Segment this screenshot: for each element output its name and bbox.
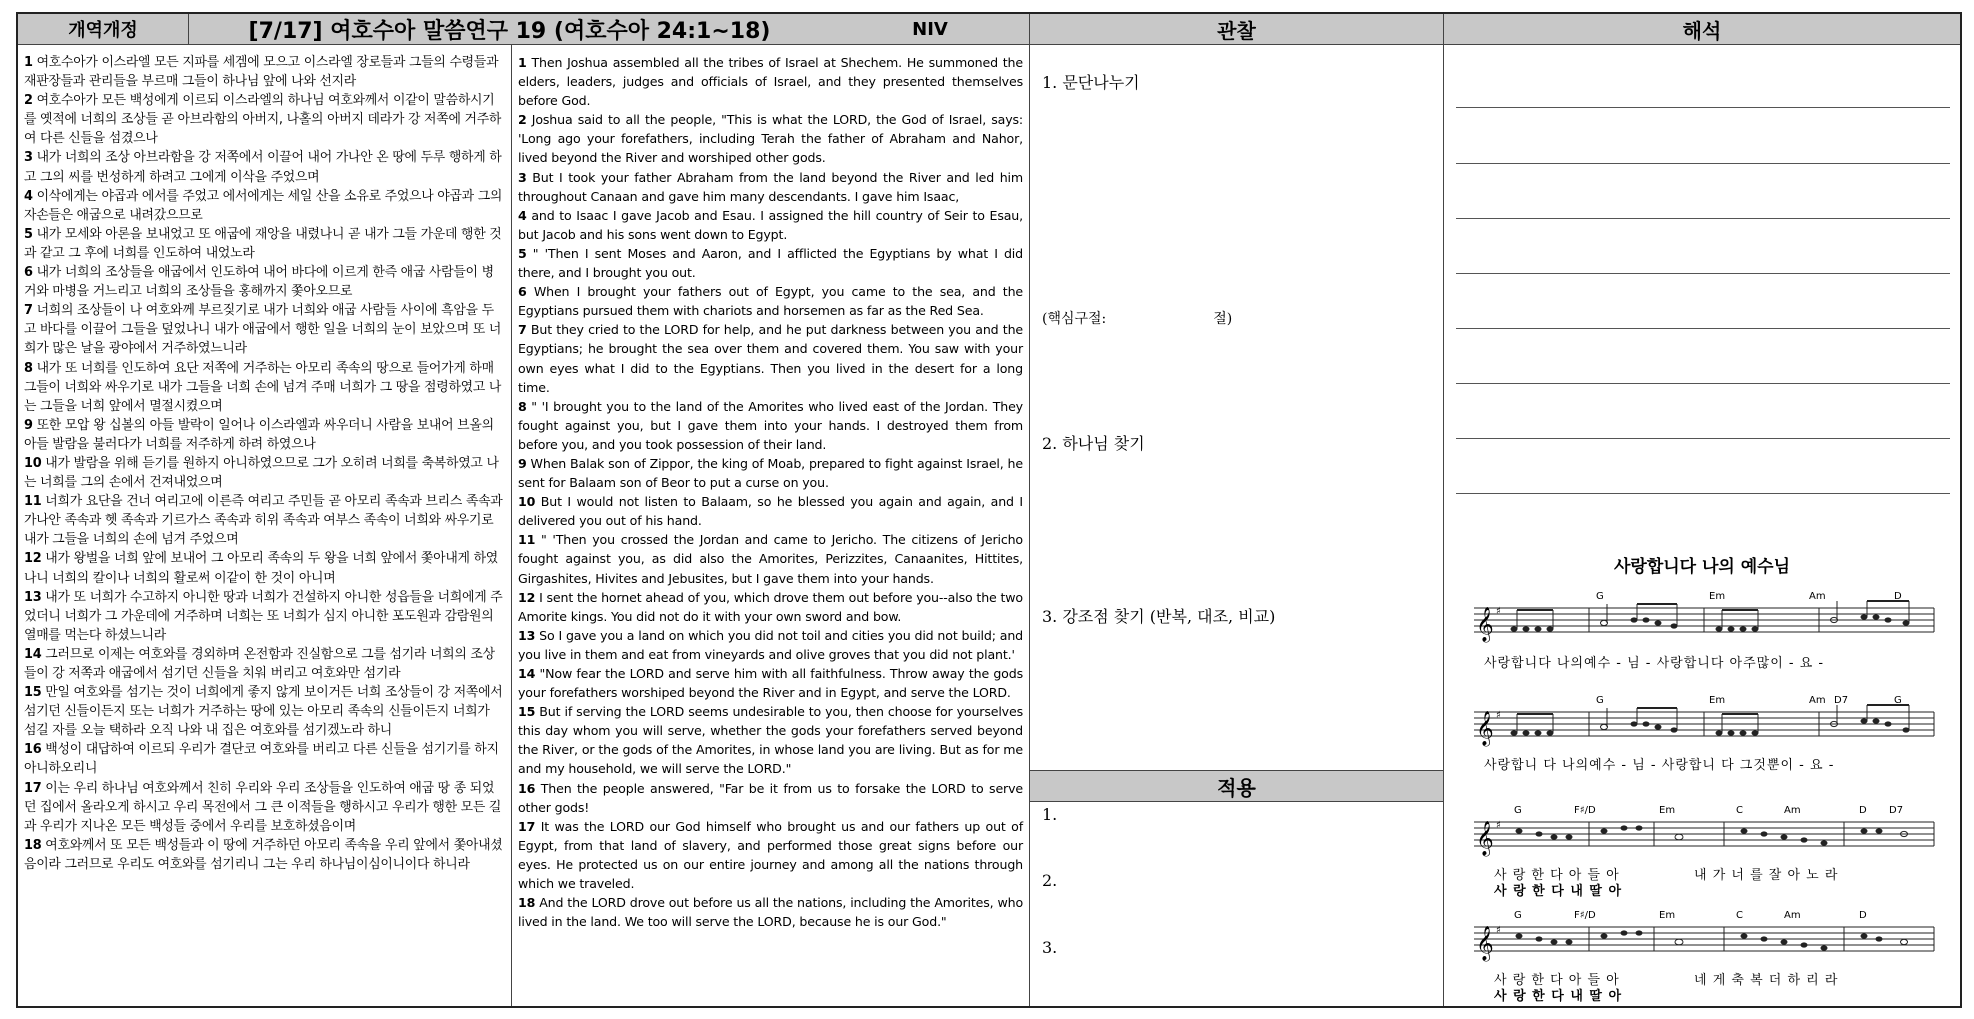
verse [24,91,505,148]
chord-label: G [1514,805,1522,816]
verse-number: 12 [518,589,536,605]
song-title: 사랑합니다 나의 예수님 [1613,557,1791,577]
verse-text: 내가 너희의 조상들을 애굽에서 인도하여 내어 바다에 이르게 한즉 애굽 사람들이 병거와 마병을 거느리고 너희의 조상들을 홍해까지 쫓아오므로 [24,265,494,300]
niv-column [512,14,1030,1006]
verse-text: 이삭에게는 야곱과 에서를 주었고 에서에게는 세일 산을 소유로 주었으나 야곱과 그의 자손들은 애굽으로 내려갔으므로 [24,188,503,223]
verse-number: 3 [24,150,33,166]
observation-item-3: 3. 강조점 찾기 (반복, 대조, 비교) [1042,607,1276,626]
verse-text: 내가 발람을 위해 듣기를 원하지 아니하였으므로 그가 오히려 너희를 축복하였고 나는 너희를 그의 손에서 건져내었으며 [24,455,499,491]
verse-number: 10 [24,455,42,471]
music-staff-2 [1474,694,1944,754]
verse [518,492,1023,530]
verse-text: Joshua said to all the people, "This is what the LORD, the God of Israel, says: 'Long ago your forefathers, including Terah the father of Abraham and Nahor, lived beyond the River and worshiped other gods. [518,112,1023,166]
writing-line [1456,328,1950,329]
verse-number: 13 [24,589,42,605]
verse-text: It was the LORD our God himself who brought us and our fathers up out of Egypt, from that land of slavery, and performed those great signs before our eyes. He protected us on our entire journey and among all the nations through which we traveled. [518,818,1023,892]
verse-text: So I gave you a land on which you did not toil and cities you did not build; and you live in them and eat from vineyards and olive groves that you did not plant.' [518,627,1023,662]
verse [24,225,505,263]
sharp-icon: ♯ [1496,820,1501,831]
verse-number: 2 [518,112,527,128]
lyric-line-1: 사랑합니다 나의예수 - 님 - 사랑합니다 아주많이 - 요 - [1484,656,1825,671]
verse-text: 여호와께서 또 모든 백성들과 이 땅에 거주하던 아모리 족속을 우리 앞에서 쫓아내셨음이라 그러므로 우리도 여호와를 섬기리니 그는 우리 하나님이심이니이다 하니라 [24,837,503,872]
verse-number: 15 [24,685,42,701]
verse-text: And the LORD drove out before us all the nations, including the Amorites, who lived in the land. We too will serve the LORD, because he is our God." [518,895,1023,930]
writing-line [1456,163,1950,164]
chord-label: G [1514,910,1522,921]
verse-text: "Now fear the LORD and serve him with all faithfulness. Throw away the gods your forefathers worshiped beyond the River and in Egypt, and serve the LORD. [518,666,1023,701]
verse [518,244,1023,282]
interpretation-column [1444,14,1960,1006]
verse-number: 14 [24,646,42,662]
interpretation-header: 해석 [1444,14,1960,45]
lyric-line-4a: 사 랑 한 다 아 들 아 [1494,973,1620,988]
verse-text: 너희의 조상들이 나 여호와께 부르짖기로 내가 너희와 애굽 사람들 사이에 흑암을 두고 바다를 이끌어 그들을 덮었나니 내가 애굽에서 행한 일을 너희의 눈이 보았으며 또 너희가 많은 날을 광야에서 거주하였느니라 [24,303,502,357]
chord-label: G [1894,695,1902,706]
writing-line [1456,383,1950,384]
verse-number: 7 [518,322,527,338]
chord-label: F♯/D [1574,910,1596,921]
lyric-line-2: 사랑합니 다 나의예수 - 님 - 사랑합니 다 그것뿐이 - 요 - [1484,758,1835,773]
verse-text: When Balak son of Zippor, the king of Moab, prepared to fight against Israel, he sent for Balaam son of Beor to put a curse on you. [518,455,1023,491]
verse [518,110,1023,167]
writing-line [1456,493,1950,494]
application-header: 적용 [1030,770,1443,802]
verse-text: When I brought your fathers out of Egypt, you came to the sea, and the Egyptians pursued them with chariots and horsemen as far as the Red Sea. [518,284,1023,319]
verse [24,740,505,778]
verse [24,53,505,91]
verse-text: 내가 또 너희가 수고하지 아니한 땅과 너희가 건설하지 아니한 성읍들을 너희에게 주었더니 너희가 그 가운데에 거주하며 너희는 또 너희가 심지 아니한 포도원과 감람원의 열매를 먹는다 하셨느니라 [24,589,503,643]
notes [1511,614,1910,631]
verse-text: 만일 여호와를 섬기는 것이 너희에게 좋지 않게 보이거든 너희 조상들이 강 저쪽에서 섬기던 신들이든지 또는 너희가 거주하는 땅에 있는 아모리 족속의 신들이든지 너희가 섬길 자를 오늘 택하라 오직 나와 내 집은 여호와를 섬기겠노라 하니 [24,685,503,739]
observation-column [1030,14,1444,1006]
verse [24,416,505,454]
verse-text: 내가 너희의 조상 아브라함을 강 저쪽에서 이끌어 내어 가나안 온 땅에 두루 행하게 하고 그의 씨를 번성하게 하려고 그에게 이삭을 주었으며 [24,150,502,185]
lyric-line-4b: 네 게 축 복 더 하 리 라 [1694,973,1839,988]
chord-label: Em [1659,910,1676,921]
verse-number: 12 [24,551,42,567]
verse [24,454,505,492]
verse [518,206,1023,244]
verse-text: 또한 모압 왕 십볼의 아들 발락이 일어나 이스라엘과 싸우더니 사람을 보내어 브올의 아들 발람을 불러다가 너희를 저주하게 하려 하였으나 [24,417,494,452]
verse-number: 16 [24,742,42,758]
verse-text: 이는 우리 하나님 여호와께서 친히 우리와 우리 조상들을 인도하여 애굽 땅 종 되었던 집에서 올라오게 하시고 우리 목전에서 그 큰 이적들을 행하시고 우리가 행한 모든 길과 우리가 지나온 모든 백성들 중에서 우리를 보호하셨음이며 [24,780,502,834]
application-item-2: 2. [1042,871,1058,890]
sharp-icon: ♯ [1496,606,1501,617]
verse [24,549,505,587]
key-verse-label: (핵심구절: [1042,311,1107,327]
verse-number: 8 [518,398,527,414]
chord-label: D7 [1889,805,1904,816]
verse-number: 14 [518,666,536,681]
verse [518,454,1023,492]
worksheet [16,12,1962,1008]
music-staff-1 [1474,590,1944,650]
treble-clef-icon: 𝄞 [1476,607,1494,642]
application-item-1: 1. [1042,805,1058,824]
verse-number: 5 [24,226,33,242]
verse [24,645,505,683]
chord-label: Em [1709,591,1726,602]
key-verse-suffix: 절) [1213,311,1233,327]
verse-number: 1 [24,55,33,70]
verse-number: 17 [518,818,536,834]
verse-text: 내가 왕벌을 너희 앞에 보내어 그 아모리 족속의 두 왕을 너희 앞에서 쫓아내게 하였나니 너희의 칼이나 너희의 활로써 이같이 한 것이 아니며 [24,551,498,586]
verse [518,626,1023,664]
lyric-line-3b: 내 가 너 를 잘 아 노 라 [1694,868,1839,883]
verse [24,779,505,836]
verse-text: Then Joshua assembled all the tribes of Israel at Shechem. He summoned the elders, leaders, judges and officials of Israel, and they presented themselves before God. [518,55,1023,109]
writing-line [1456,107,1950,108]
observation-item-2: 2. 하나님 찾기 [1042,434,1145,453]
music-staff-3 [1474,804,1944,864]
chord-label: Em [1709,695,1726,706]
chord-label: D7 [1834,695,1849,706]
chord-label: D [1859,805,1867,816]
verse-number: 15 [518,704,536,720]
chord-label: C [1736,910,1743,921]
verse-text: 백성이 대답하여 이르되 우리가 결단코 여호와를 버리고 다른 신들을 섬기기를 하지 아니하오리니 [24,742,499,777]
sharp-icon: ♯ [1496,710,1501,721]
verse [24,359,505,416]
chord-label: Am [1809,591,1826,602]
korean-verses [24,53,505,874]
verse-text: and to Isaac I gave Jacob and Esau. I assigned the hill country of Seir to Esau, but Jacob and his sons went down to Egypt. [518,207,1023,242]
verse-number: 3 [518,169,527,185]
verse-text: 내가 또 너희를 인도하여 요단 저쪽에 거주하는 아모리 족속의 땅으로 들어가게 하매 그들이 너희와 싸우기로 내가 그들을 너희 손에 넘겨 주매 너희가 그 땅을 점령하였고 나는 그들을 너희 앞에서 멸절시켰으며 [24,360,502,414]
verse-number: 11 [24,494,42,510]
verse-text: " 'I brought you to the land of the Amorites who lived east of the Jordan. They fought against you, but I gave them into your hands. I destroyed them from before you, and you took possession of their land. [518,398,1023,452]
verse [24,301,505,358]
verse-text: 너희가 요단을 건너 여리고에 이른즉 여리고 주민들 곧 아모리 족속과 브리스 족속과 가나안 족속과 헷 족속과 기르가스 족속과 히위 족속과 여부스 족속이 너희와 싸우기로 내가 그들을 너희의 손에 넘겨 주었으며 [24,494,503,548]
verse [24,683,505,740]
verse-number: 8 [24,360,33,376]
verse-number: 1 [518,55,527,70]
verse [518,320,1023,396]
verse [518,397,1023,454]
verse [518,53,1023,110]
verse-number: 18 [518,895,536,911]
observation-item-1: 1. 문단나누기 [1042,73,1140,92]
treble-clef-icon: 𝄞 [1476,926,1494,961]
verse-number: 7 [24,303,33,319]
verse-number: 5 [518,245,527,261]
verse-text: " 'Then you crossed the Jordan and came to Jericho. The citizens of Jericho fought against you, as did also the Amorites, Perizzites, Canaanites, Hittites, Girgashites, Hivites and Jebusites, but I gave them into your hands. [518,532,1023,586]
writing-line [1456,273,1950,274]
writing-line [1456,218,1950,219]
verse [518,893,1023,931]
page-title: [7/17] 여호수아 말씀연구 19 (여호수아 24:1~18) [248,18,771,44]
verse-number: 6 [518,284,527,300]
verse-number: 18 [24,837,42,853]
verse-text: But if serving the LORD seems undesirable to you, then choose for yourselves this day whom you will serve, whether the gods your forefathers served beyond the River, or the gods of the Amorites, in whose land you are living. But as for me and my household, we will serve the LORD." [518,704,1023,777]
lyric-line-3a: 사 랑 한 다 아 들 아 [1494,868,1620,883]
key-verse-field [1042,308,1232,328]
verse-number: 4 [24,188,33,204]
niv-label: NIV [912,18,948,40]
verse [24,836,505,874]
verse [518,702,1023,778]
verse [518,588,1023,626]
verse-number: 13 [518,627,536,643]
verse-number: 9 [518,455,527,471]
verse-text: 여호수아가 이스라엘 모든 지파를 세겜에 모으고 이스라엘 장로들과 그들의 수령들과 재판장들과 관리들을 부르매 그들이 하나님 앞에 나와 선지라 [24,55,499,90]
verse [24,588,505,645]
chord-label: Em [1659,805,1676,816]
chord-label: D [1859,910,1867,921]
verse [518,779,1023,817]
verse [24,187,505,225]
chord-label: D [1894,591,1902,602]
treble-clef-icon: 𝄞 [1476,821,1494,856]
verse-text: But I would not listen to Balaam, so he blessed you again and again, and I delivered you out of his hand. [518,494,1023,529]
verse [24,492,505,549]
verse-text: 그러므로 이제는 여호와를 경외하며 온전함과 진실함으로 그를 섬기라 너희의 조상들이 강 저쪽과 애굽에서 섬기던 신들을 치워 버리고 여호와만 섬기라 [24,646,495,681]
sharp-icon: ♯ [1496,925,1501,936]
verse [518,168,1023,206]
korean-version-label: 개역개정 [18,14,189,44]
verse-number: 10 [518,494,536,510]
verse [518,282,1023,320]
chord-label: C [1736,805,1743,816]
verse-number: 16 [518,780,536,796]
application-item-3: 3. [1042,938,1058,957]
verse-number: 6 [24,265,33,281]
chord-label: Am [1809,695,1826,706]
verse-text: " 'Then I sent Moses and Aaron, and I afflicted the Egyptians by what I did there, and I brought you out. [518,245,1023,281]
verse-number: 17 [24,780,42,796]
treble-clef-icon: 𝄞 [1476,711,1494,746]
observation-header: 관찰 [1030,14,1443,45]
verse-number: 2 [24,93,33,109]
chord-label: G [1596,591,1604,602]
verse-text: Then the people answered, "Far be it from us to forsake the LORD to serve other gods! [518,780,1023,815]
verse-number: 4 [518,207,527,223]
niv-verses [518,53,1023,931]
verse [24,263,505,301]
chord-label: G [1596,695,1604,706]
verse [24,148,505,186]
lyric-line-4c: 사 랑 한 다 내 딸 아 [1494,989,1623,1004]
verse [518,664,1023,702]
verse-text: I sent the hornet ahead of you, which drove them out before you--also the two Amorite kings. You did not do it with your own sword and bow. [518,589,1023,624]
verse-number: 11 [518,532,536,548]
chord-label: F♯/D [1574,805,1596,816]
chord-label: Am [1784,805,1801,816]
music-staff-4 [1474,909,1944,969]
lyric-line-3c: 사 랑 한 다 내 딸 아 [1494,884,1623,899]
verse-text: But they cried to the LORD for help, and he put darkness between you and the Egyptians; he brought the sea over them and covered them. You saw with your own eyes what I did to the Egyptians. Then you lived in the desert for a long time. [518,322,1023,395]
verse-text: 내가 모세와 아론을 보내었고 또 애굽에 재앙을 내렸나니 곧 내가 그들 가운데 행한 것과 같고 그 후에 너희를 인도하여 내었노라 [24,226,502,261]
verse-number: 9 [24,417,33,433]
verse [518,817,1023,893]
verse [518,530,1023,587]
chord-label: Am [1784,910,1801,921]
writing-line [1456,438,1950,439]
verse-text: 여호수아가 모든 백성에게 이르되 이스라엘의 하나님 여호와께서 이같이 말씀하시기를 옛적에 너희의 조상들 곧 아브라함의 아버지, 나홀의 아버지 데라가 강 저쪽에 거주하여 다른 신들을 섬겼으나 [24,93,502,147]
verse-text: But I took your father Abraham from the land beyond the River and led him throughout Canaan and gave him many descendants. I gave him Isaac, [518,169,1023,204]
